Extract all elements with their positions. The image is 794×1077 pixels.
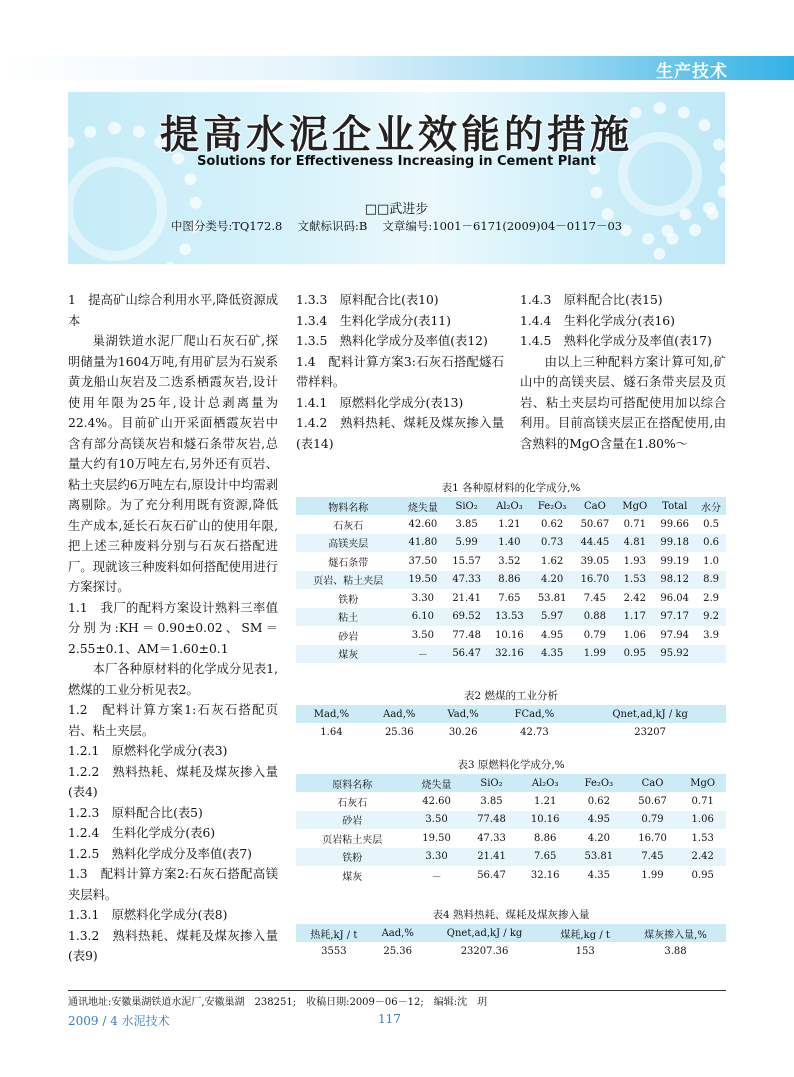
table-cell: 19.50 bbox=[400, 571, 445, 590]
page-number: 117 bbox=[378, 1012, 401, 1026]
column-header: 水分 bbox=[696, 497, 726, 515]
text-column-1 bbox=[68, 290, 278, 967]
table-cell: 42.73 bbox=[520, 726, 549, 738]
table-row bbox=[296, 534, 726, 553]
table-3-caption: 表3 原燃料化学成分,% bbox=[457, 759, 565, 771]
table-cell: 4.35 bbox=[587, 869, 610, 881]
table-row bbox=[296, 552, 726, 571]
table-header-row bbox=[296, 924, 726, 942]
table-cell: 0.5 bbox=[703, 518, 719, 530]
table-cell: 5.97 bbox=[531, 608, 574, 627]
table-cell: 4.81 bbox=[616, 534, 653, 553]
table-cell: 16.70 bbox=[574, 571, 617, 590]
paragraph: 1.3.3 原料配合比(表10) bbox=[296, 293, 439, 307]
footer-divider bbox=[68, 990, 726, 991]
table-cell: 3.9 bbox=[703, 629, 719, 641]
table-cell: 96.04 bbox=[660, 592, 690, 604]
table-cell: 16.70 bbox=[638, 832, 667, 844]
table-row bbox=[296, 515, 726, 534]
table-cell: 1.17 bbox=[616, 608, 653, 627]
table-cell: 30.26 bbox=[448, 726, 478, 738]
column-header: Qnet,ad,kJ / kg bbox=[424, 924, 546, 942]
column-header: Vad,% bbox=[432, 705, 495, 723]
column-header: 烧失量 bbox=[400, 497, 445, 515]
paragraph: 1.4 配料计算方案3:石灰石搭配燧石带样料。 bbox=[296, 354, 504, 389]
table-cell: 3553 bbox=[321, 945, 347, 957]
table-cell: 高镁夹层 bbox=[296, 534, 400, 553]
column-header: Al₂O₃ bbox=[518, 774, 572, 792]
table-1 bbox=[296, 497, 726, 663]
paragraph: 1.4.5 熟料化学成分及率值(表17) bbox=[520, 334, 712, 348]
table-cell: 7.45 bbox=[626, 848, 680, 867]
table-cell: 1.64 bbox=[320, 726, 343, 738]
column-header: 物料名称 bbox=[296, 497, 400, 515]
table-3 bbox=[296, 774, 726, 885]
text-column-3 bbox=[520, 290, 726, 454]
table-cell: 7.65 bbox=[498, 592, 521, 604]
article-title: 提高水泥企业效能的措施 bbox=[159, 113, 633, 158]
table-cell: 50.67 bbox=[580, 518, 610, 530]
table-row bbox=[296, 645, 726, 664]
table-cell: 1.99 bbox=[574, 645, 617, 664]
table-cell: 4.95 bbox=[541, 629, 564, 641]
table-cell: 9.2 bbox=[696, 608, 726, 627]
paragraph: 1.3.4 生料化学成分(表11) bbox=[296, 313, 451, 328]
table-cell: 97.17 bbox=[653, 608, 696, 627]
table-1-caption: 表1 各种原材料的化学成分,% bbox=[441, 482, 581, 494]
paragraph: 1.3.5 熟料化学成分及率值(表12) bbox=[296, 334, 488, 348]
table-cell: 23207 bbox=[634, 726, 667, 738]
table-cell: 99.19 bbox=[660, 555, 690, 567]
table-cell: 粘土 bbox=[296, 608, 400, 627]
table-cell: 铁粉 bbox=[296, 848, 408, 867]
author-name: □□武进步 bbox=[364, 202, 429, 217]
table-cell: 0.62 bbox=[541, 518, 564, 530]
table-cell: 41.80 bbox=[400, 534, 445, 553]
table-2 bbox=[296, 705, 726, 742]
table-cell: 50.67 bbox=[638, 795, 667, 807]
column-header: Mad,% bbox=[296, 705, 367, 723]
table-cell: 铁粉 bbox=[338, 594, 359, 606]
table-row bbox=[296, 848, 726, 867]
table-cell: 97.94 bbox=[660, 629, 690, 641]
table-cell: 25.36 bbox=[383, 945, 413, 957]
column-header: Aad,% bbox=[372, 924, 424, 942]
paragraph: 1.4.2 熟料热耗、煤耗及煤灰掺入量(表14) bbox=[296, 416, 504, 451]
table-row bbox=[296, 571, 726, 590]
table-header-row bbox=[296, 497, 726, 515]
table-cell: 3.52 bbox=[498, 555, 521, 567]
column-header: CaO bbox=[574, 497, 617, 515]
table-cell: 10.16 bbox=[518, 811, 572, 830]
table-cell: 石灰石 bbox=[333, 520, 364, 532]
table-cell: 8.9 bbox=[696, 571, 726, 590]
table-cell: 69.52 bbox=[445, 608, 488, 627]
column-header: Fe₂O₃ bbox=[572, 774, 626, 792]
table-cell: 3.50 bbox=[411, 629, 434, 641]
table-cell: 99.18 bbox=[653, 534, 696, 553]
column-header: 煤耗,kg / t bbox=[545, 924, 625, 942]
table-cell: 98.12 bbox=[653, 571, 696, 590]
table-cell: 3.88 bbox=[664, 945, 687, 957]
table-cell: 页岩粘土夹层 bbox=[322, 834, 383, 846]
table-cell: 8.86 bbox=[488, 571, 531, 590]
table-cell: 1.06 bbox=[623, 629, 646, 641]
table-cell: 25.36 bbox=[384, 726, 414, 738]
table-cell: 32.16 bbox=[530, 869, 560, 881]
table-cell: 21.41 bbox=[465, 848, 519, 867]
column-header: FCad,% bbox=[495, 705, 575, 723]
table-cell: 99.66 bbox=[660, 518, 690, 530]
table-cell: 7.45 bbox=[583, 592, 607, 604]
section-label: 生产技术 bbox=[656, 62, 728, 82]
table-cell: 77.48 bbox=[465, 811, 519, 830]
table-cell: 1.62 bbox=[541, 555, 564, 567]
column-header: SiO₂ bbox=[445, 497, 488, 515]
table-cell: 1.0 bbox=[703, 555, 719, 567]
article-title-english: Solutions for Effectiveness Increasing in Cement Plant bbox=[197, 154, 596, 169]
table-cell: 56.47 bbox=[445, 645, 488, 664]
paragraph: 巢湖铁道水泥厂爬山石灰石矿,探明储量为1604万吨,有用矿层为石炭系黄龙船山灰岩及二迭系栖霞灰岩,设计使用年限为25年,设计总剥离量为22.4%。目前矿山开采面栖霞灰岩中含有部分高镁灰岩和燧石条带灰岩,总量大约有10万吨左右,另外还有页岩、粘土夹层约6万吨左右,原设计中均需剥离剔除。为了充分利用既有资源,降低生产成本,延长石灰石矿山的使用年限,把上述三种废料分别与石灰石搭配进厂。现就该三种废料如何搭配使用进行方案探讨。 bbox=[68, 334, 278, 594]
table-cell: 4.20 bbox=[587, 832, 610, 844]
table-cell: 0.62 bbox=[587, 795, 610, 807]
table-header-row bbox=[296, 705, 726, 723]
column-header: SiO₂ bbox=[465, 774, 519, 792]
table-row bbox=[296, 723, 726, 742]
column-header: Total bbox=[653, 497, 696, 515]
table-cell: 95.92 bbox=[653, 645, 696, 664]
table-row bbox=[296, 811, 726, 830]
title-banner bbox=[68, 92, 725, 264]
table-cell: 3.30 bbox=[411, 592, 434, 604]
table-row bbox=[296, 829, 726, 848]
column-header: Aad,% bbox=[367, 705, 432, 723]
table-cell: 0.71 bbox=[623, 518, 646, 530]
table-cell: 19.50 bbox=[422, 832, 451, 844]
table-cell: 煤灰 bbox=[342, 871, 363, 883]
classification-info: 中图分类号:TQ172.8 文献标识码:B 文章编号:1001－6171(2009)04－0117－03 bbox=[170, 219, 623, 233]
table-cell: 燧石条带 bbox=[328, 557, 369, 569]
column-header: MgO bbox=[616, 497, 653, 515]
table-cell: 23207.36 bbox=[460, 945, 509, 957]
paragraph: 1.3.1 原燃料化学成分(表8) bbox=[68, 908, 228, 922]
column-header: MgO bbox=[679, 774, 726, 792]
table-cell: 1.21 bbox=[534, 795, 557, 807]
table-cell: 53.81 bbox=[572, 848, 626, 867]
table-4 bbox=[296, 924, 726, 961]
table-row bbox=[296, 608, 726, 627]
table-row bbox=[296, 866, 726, 885]
table-cell: 2.42 bbox=[623, 592, 646, 604]
paragraph: 1.2.3 原料配合比(表5) bbox=[68, 805, 203, 820]
table-cell: 53.81 bbox=[537, 592, 567, 604]
table-cell: 3.85 bbox=[455, 518, 478, 530]
table-cell: 1.21 bbox=[498, 518, 521, 530]
table-cell: 0.6 bbox=[696, 534, 726, 553]
table-cell: 3.30 bbox=[408, 848, 464, 867]
table-cell: 7.65 bbox=[518, 848, 572, 867]
table-cell: 煤灰 bbox=[296, 645, 400, 664]
table-cell: 3.50 bbox=[408, 811, 464, 830]
table-cell: 10.16 bbox=[495, 629, 524, 641]
column-header: Al₂O₃ bbox=[488, 497, 531, 515]
paragraph: 1.4.1 原燃料化学成分(表13) bbox=[296, 395, 464, 410]
column-header: CaO bbox=[626, 774, 680, 792]
table-cell: 32.16 bbox=[488, 645, 531, 664]
table-cell: 1.53 bbox=[691, 832, 714, 844]
table-cell: 39.05 bbox=[580, 555, 610, 567]
table-cell: 6.10 bbox=[400, 608, 445, 627]
table-2-caption: 表2 燃煤的工业分析 bbox=[463, 690, 559, 702]
paragraph: 1.4.4 生料化学成分(表16) bbox=[520, 313, 675, 328]
table-row bbox=[296, 589, 726, 608]
table-cell: 21.41 bbox=[452, 592, 481, 604]
table-cell: 5.99 bbox=[445, 534, 488, 553]
table-cell: 44.45 bbox=[574, 534, 617, 553]
paragraph: 1.1 我厂的配料方案设计熟料三率值分别为:KH＝0.90±0.02、SM＝2.55±0.1、AM＝1.60±0.1 bbox=[68, 600, 278, 656]
table-cell: 153 bbox=[575, 945, 595, 957]
table-cell: 4.95 bbox=[572, 811, 626, 830]
table-cell: 4.35 bbox=[531, 645, 574, 664]
table-cell: 石灰石 bbox=[337, 797, 368, 809]
table-cell: 1.06 bbox=[679, 811, 726, 830]
column-header: 烧失量 bbox=[408, 774, 464, 792]
table-cell: 0.73 bbox=[531, 534, 574, 553]
paragraph: 1.3 配料计算方案2:石灰石搭配高镁夹层料。 bbox=[68, 867, 278, 902]
table-cell: 0.79 bbox=[626, 811, 680, 830]
table-cell: 2.9 bbox=[703, 592, 719, 604]
table-cell: 1.40 bbox=[488, 534, 531, 553]
table-cell: 56.47 bbox=[477, 869, 506, 881]
table-row bbox=[296, 942, 726, 961]
table-cell: 3.85 bbox=[480, 795, 503, 807]
paragraph: 本厂各种原材料的化学成分见表1,燃煤的工业分析见表2。 bbox=[68, 662, 278, 697]
paragraph: 1.2.2 熟料热耗、煤耗及煤灰掺入量(表4) bbox=[68, 764, 278, 799]
table-cell: － bbox=[431, 871, 442, 883]
table-row bbox=[296, 792, 726, 811]
paragraph: 1.2 配料计算方案1:石灰石搭配页岩、粘土夹层。 bbox=[68, 703, 278, 738]
table-cell: 页岩、粘土夹层 bbox=[296, 571, 400, 590]
table-cell: 1.93 bbox=[623, 555, 646, 567]
paragraph: 由以上三种配料方案计算可知,矿山中的高镁夹层、燧石条带夹层及页岩、粘土夹层均可搭配使用加以综合利用。目前高镁夹层正在搭配使用,由含熟料的MgO含量在1.80%～ bbox=[520, 354, 726, 451]
table-cell: 0.88 bbox=[574, 608, 617, 627]
paragraph: 1.3.2 熟料热耗、煤耗及煤灰掺入量(表9) bbox=[68, 928, 278, 963]
table-cell: 47.33 bbox=[445, 571, 488, 590]
table-cell: 1.99 bbox=[641, 869, 664, 881]
table-cell: 15.57 bbox=[452, 555, 481, 567]
column-header: 原料名称 bbox=[296, 774, 408, 792]
column-header: Fe₂O₃ bbox=[531, 497, 574, 515]
journal-name: 2009 / 4 水泥技术 bbox=[68, 1014, 170, 1028]
table-cell: 4.20 bbox=[531, 571, 574, 590]
table-cell: 0.71 bbox=[691, 795, 714, 807]
table-cell: 13.53 bbox=[488, 608, 531, 627]
table-cell: 砂岩 bbox=[338, 631, 359, 643]
table-cell: 0.95 bbox=[616, 645, 653, 664]
table-cell: 8.86 bbox=[534, 832, 557, 844]
column-header: 热耗,kJ / t bbox=[296, 924, 372, 942]
table-cell: 1.53 bbox=[616, 571, 653, 590]
table-row bbox=[296, 626, 726, 645]
table-cell: 0.95 bbox=[691, 869, 714, 881]
table-cell bbox=[696, 645, 726, 664]
paragraph: 1 提高矿山综合利用水平,降低资源成本 bbox=[68, 293, 278, 328]
table-cell: 砂岩 bbox=[296, 811, 408, 830]
paragraph: 1.4.3 原料配合比(表15) bbox=[520, 293, 663, 307]
column-header: Qnet,ad,kJ / kg bbox=[574, 705, 726, 723]
table-cell: 42.60 bbox=[408, 518, 438, 530]
table-cell: 2.42 bbox=[679, 848, 726, 867]
table-cell: 0.79 bbox=[583, 629, 607, 641]
paragraph: 1.2.4 生料化学成分(表6) bbox=[68, 826, 216, 840]
table-header-row bbox=[296, 774, 726, 792]
table-cell: 77.48 bbox=[452, 629, 481, 641]
paragraph: 1.2.5 熟料化学成分及率值(表7) bbox=[68, 846, 252, 861]
table-cell: 37.50 bbox=[408, 555, 438, 567]
table-cell: 42.60 bbox=[422, 795, 451, 807]
table-cell: 47.33 bbox=[477, 832, 506, 844]
table-cell: － bbox=[400, 645, 445, 664]
text-column-2 bbox=[296, 290, 504, 454]
column-header: 煤灰掺入量,% bbox=[625, 924, 726, 942]
table-4-caption: 表4 熟料热耗、煤耗及煤灰掺入量 bbox=[432, 909, 590, 921]
footnote: 通讯地址:安徽巢湖铁道水泥厂,安徽巢湖 238251; 收稿日期:2009－06－12; 编辑:沈 玥 bbox=[68, 997, 488, 1008]
paragraph: 1.2.1 原燃料化学成分(表3) bbox=[68, 744, 228, 758]
